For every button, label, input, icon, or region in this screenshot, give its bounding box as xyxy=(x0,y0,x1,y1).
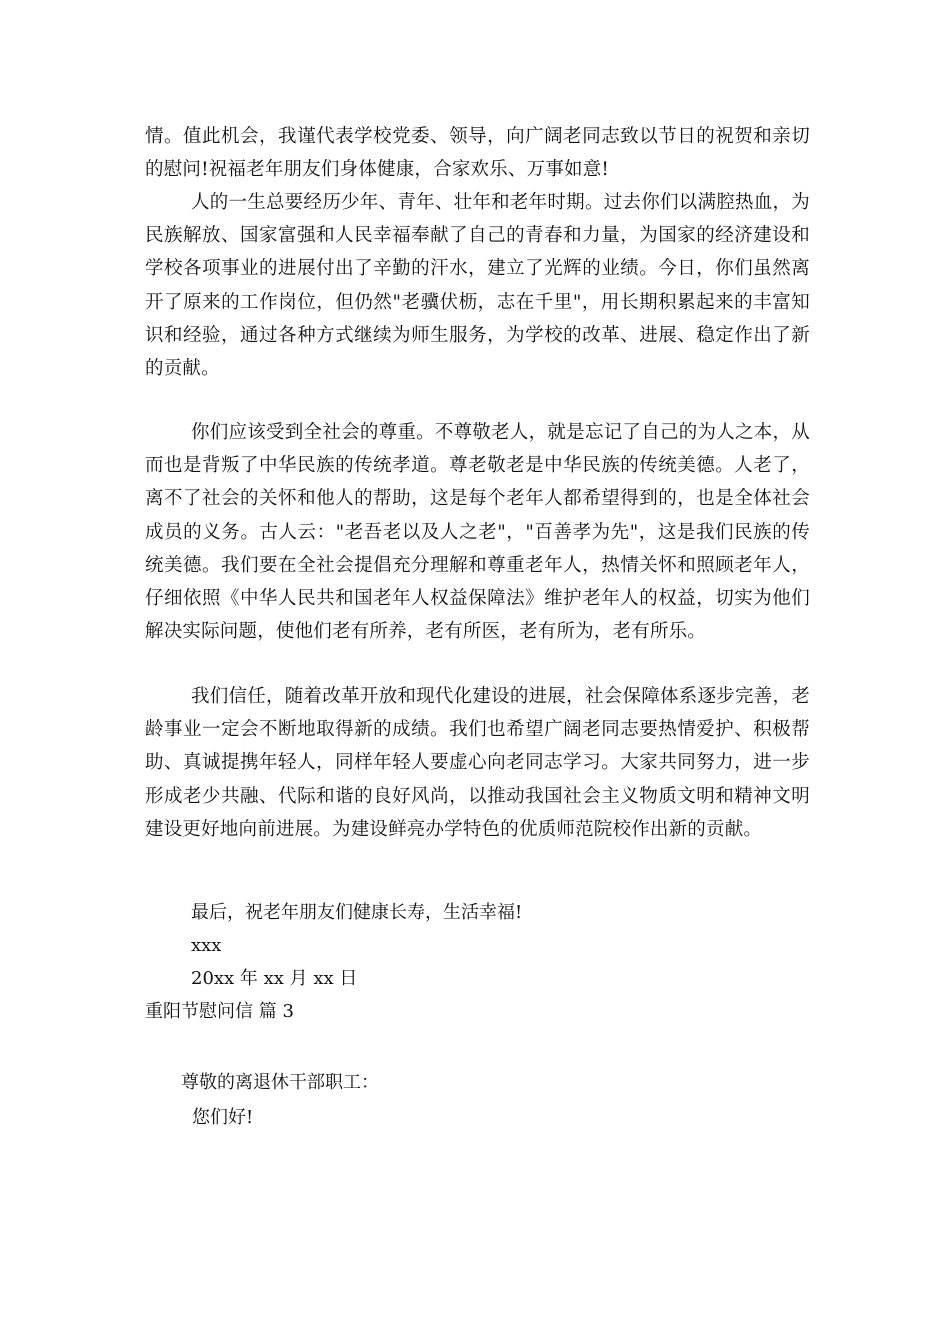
greeting: 您们好! xyxy=(192,1107,254,1128)
section-title: 重阳节慰问信 篇 3 xyxy=(145,1001,294,1022)
paragraph-life-stages: 人的一生总要经历少年、青年、壮年和老年时期。过去你们以满腔热血，为民族解放、国家富强和人民幸福奉献了自己的青春和力量，为国家的经济建设和学校各项事业的进展付出了辛勤的汗水，建立了光辉的业绩。今日，你们虽然离开了原来的工作岗位，但仍然"老骥伏枥，志在千里"，用长期积累起来的丰富知识和经验，通过各种方式继续为师生服务，为学校的改革、进展、稳定作出了新的贡献。 xyxy=(145,192,810,380)
closing-wish: 最后，祝老年朋友们健康长寿，生活幸福! xyxy=(191,902,523,923)
signature: xxx xyxy=(191,935,222,956)
date-line: 20xx 年 xx 月 xx 日 xyxy=(191,968,358,989)
paragraph-respect-elders: 你们应该受到全社会的尊重。不尊敬老人，就是忘记了自己的为人之本，从而也是背叛了中华民族的传统孝道。尊老敬老是中华民族的传统美德。人老了，离不了社会的关怀和他人的帮助，这是每个老年人都希望得到的，也是全体社会成员的义务。古人云："老吾老以及人之老"，"百善孝为先"，这是我们民族的传统美德。我们要在全社会提倡充分理解和尊重老年人，热情关怀和照顾老年人，仔细依照《中华人民共和国老年人权益保障法》维护老年人的权益，切实为他们解决实际问题，使他们老有所养，老有所医，老有所为，老有所乐。 xyxy=(145,422,810,643)
salutation: 尊敬的离退休干部职工： xyxy=(181,1072,379,1093)
paragraph-future-hopes: 我们信任，随着改革开放和现代化建设的进展，社会保障体系逐步完善，老龄事业一定会不断地取得新的成绩。我们也希望广阔老同志要热情爱护、积极帮助、真诚提携年轻人，同样年轻人要虚心向老同志学习。大家共同努力，进一步形成老少共融、代际和谐的良好风尚，以推动我国社会主义物质文明和精神文明建设更好地向前进展。为建设鲜亮办学特色的优质师范院校作出新的贡献。 xyxy=(145,686,810,840)
paragraph-continuation: 情。值此机会，我谨代表学校党委、领导，向广阔老同志致以节日的祝贺和亲切的慰问!祝福老年朋友们身体健康，合家欢乐、万事如意! xyxy=(145,126,810,181)
